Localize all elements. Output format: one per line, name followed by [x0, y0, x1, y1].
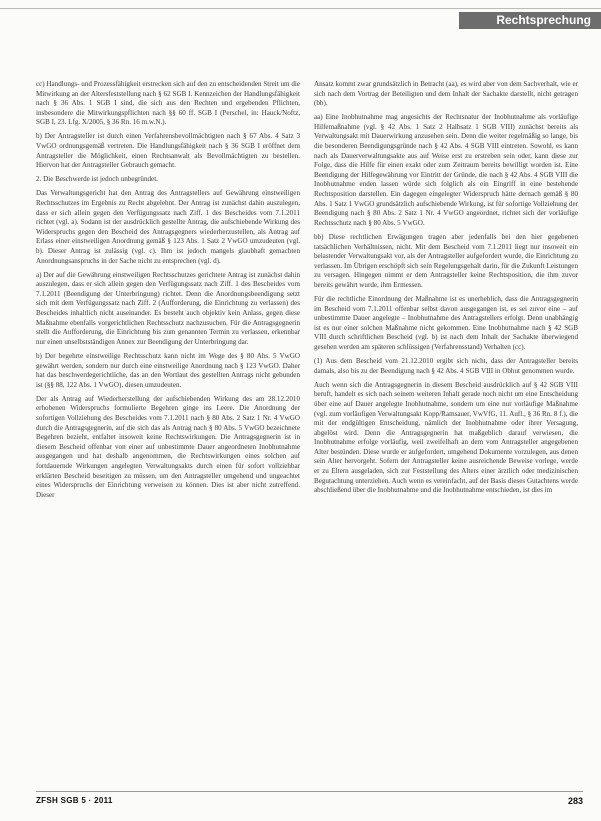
- paragraph: b) Der begehrte einstweilige Rechtsschutz kann nicht im Wege des § 80 Abs. 5 VwGO gewährt werden, sondern nur durch eine einstweilige Anordnung nach § 123 VwGO. Daher hat das beschwerdegerichtliche, das an den Wortlaut des gestellten Antrags nicht gebunden ist (§§ 88, 122 Abs. 1 VwGO), diesen umzudeuten.: [36, 351, 300, 389]
- left-column: [36, 80, 300, 505]
- paragraph: cc) Handlungs- und Prozessfähigkeit erstrecken sich auf den zu entscheidenden Streit um die Mitwirkung an der Altersfeststellung nach § 62 SGB I. Kennzeichen der Handlungsfähigkeit nach § 36 Abs. 1 SGB I sind, die sich aus den Rechten und ergebenden Pflichten, insbesondere die Mitwirkungspflichten nach §§ 60 ff. SGB I (Perschel, in: Hauck/Noftz, SGB I, 23. Lfg. X/2005, § 36 Rn. 16 m.w.N.).: [36, 80, 300, 127]
- right-column: [314, 80, 578, 500]
- journal-name: ZFSH SGB 5 · 2011: [36, 796, 113, 805]
- paragraph: a) Der auf die Gewährung einstweiligen Rechtsschutzes gerichtete Antrag ist zunächst dahin auszulegen, dass er sich allein gegen den Verfügungssatz nach Ziff. 1 des Bescheides vom 7.1.2011 (Beendigung der Unterbringung) richtet. Denn die Anordnungsbeendigung setzt sich mit dem Verfügungssatz nach Ziff. 2 (Aufforderung, die Einrichtung zu verlassen) des Bescheides inhaltlich nicht auseinander. Es besteht auch objektiv kein Anlass, gegen diese Maßnahme ebenfalls vorgerichtlichen Rechtsschutz nachzusuchen. Für die Antragsgegnerin stellt die Aufforderung, die Einrichtung bis zum genannten Termin zu verlassen, erkennbar nur einen unselbstständigen Annex zur Beendigung der Unterbringung dar.: [36, 270, 300, 346]
- paragraph: bb) Diese rechtlichen Erwägungen tragen aber jedenfalls bei den hier gegebenen tatsächlichen Verhältnissen, nicht. Mit dem Bescheid vom 7.1.2011 liegt nur insoweit ein belastender Verwaltungsakt vor, als der Antragsteller aufgefordert wurde, die Einrichtung zu verlassen. Im Übrigen erschöpft sich sein Regelungsgehalt darin, für die Zukunft Leistungen zu versagen. Hingegen nimmt er dem Antragsteller keine Rechtsposition, die ihm zuvor bereits gewährt wurde, ihm Ermessen.: [314, 232, 578, 289]
- paragraph: 2. Die Beschwerde ist jedoch unbegründet.: [36, 175, 158, 184]
- footer-rule: [36, 791, 583, 792]
- paragraph: aa) Eine Inobhutnahme mag angesichts der Rechtsnatur der Inobhutnahme als vorläufige Hilfemaßnahme (vgl. § 42 Abs. 1 Satz 2 Halbsatz 1 SGB VIII) zunächst bereits als Verwaltungsakt mit Dauerwirkung anzusehen sein. Denn die weiter regelmäßig so lange, bis die besonderen Beendigungsgründe nach § 42 Abs. 4 SGB VIII eintreten. Sowohl, es kann nach als Dauerverwaltungsakte aus auf Weise erst zu erstreben sein oder, kann diese zur Folge, dass die Hilfe für einen exakt oder zum Zeitraum bereits bewilligt worden ist. Eine Beendigung der Hilfegewährung vor Eintritt der Gründe, die nach § 42 Abs. 4 SGB VIII die Inobhutnahme enden lassen würde sich folglich als ein Eingriff in eine bestehende Rechtsposition darstellen. Ein dagegen eingelegter Widerspruch hätte dernach gemäß § 80 Abs. 1 Satz 1 VwGO grundsätzlich aufschiebende Wirkung, ist für sofortige Vollziehung der Beendigung nach § 80 Abs. 2 Satz 1 Nr. 4 VwGO angeordnet, richtet sich der vorläufige Rechtsschutz nach § 80 Abs. 5 VwGO.: [314, 113, 578, 227]
- paragraph: (1) Aus dem Bescheid vom 21.12.2010 ergibt sich nicht, dass der Antragsteller bereits damals, also bis zu der Beendigung nach § 42 Abs. 4 SGB VIII in Obhut genommen wurde.: [314, 357, 578, 375]
- paragraph: Der als Antrag auf Wiederherstellung der aufschiebenden Wirkung des am 28.12.2010 erhobenen Widerspruchs formulierte Begehren ginge ins Leere. Die Anordnung der sofortigen Vollziehung des Bescheides vom 7.1.2011 nach § 80 Abs. 2 Satz 1 Nr. 4 VwGO durch die Antragsgegnerin, auf die sich das als Antrag nach § 80 Abs. 5 VwGO bezeichnete Begehren bezieht, entfaltet insoweit keine Rechtswirkungen. Die Antragsgegnerin ist in diesem Bescheid offenbar von einer auf unbestimmte Dauer angeordneten Inobhutnahme ausgegangen und hat deshalb angenommen, die Rechtswirkungen eines solchen auf fortdauernde Wirkungen angelegten Verwaltungsakts durch einen für sofort vollziehbar erklärten Bescheid beseitigen zu müssen, um den Antragsteller umgehend und ungeachtet eines Widerspruchs der Einrichtung verweisen zu können. Dies ist aber nicht zutreffend. Dieser: [36, 394, 300, 499]
- paragraph: Auch wenn sich die Antragsgegnerin in diesem Bescheid ausdrücklich auf § 42 SGB VIII beruft, handelt es sich nach seinem weiteren Inhalt gerade noch nicht um eine Entscheidung über eine auf Dauer angelegte Inobhutnahme, sondern um eine nur vorläufige Maßnahme (vgl. zum vorläufigen Verwaltungsakt Kopp/Ramsauer, VwVfG, 11. Aufl., § 36 Rn. 8 f.), die mit der endgültigen Entscheidung, nämlich der Inobhutnahme oder ihrer Versagung, abgelöst wird. Denn die Antragsgegnerin hat maßgeblich darauf verwiesen, die Inobhutnahme erfolge vorläufig, weil zweifelhaft an dem vom Antragsteller angegebenen Alter bestünden. Diese wurde er aufgefordert, umgehend Dokumente vorzulegen, aus denen sein Alter hervorgeht. Sofern der Antragsteller keine ausreichende Beweise vorlege, werde er zu Eltern ausgeladen, sich zur Feststellung des Alters einer ärztlich oder medizinischen Begutachtung unterziehen. Auch wenn es vereinfacht, auf der Basis dieses Gutachtens werde abschließend über die Inobhutnahme und die Inobhutnahme entschieden, ist dies im: [314, 380, 578, 495]
- paragraph: Das Verwaltungsgericht hat den Antrag des Antragstellers auf Gewährung einstweiligen Rechtsschutzes im Ergebnis zu Recht abgelehnt. Der Antrag ist zunächst dahin auszulegen, dass er sich allein gegen den Verfügungssatz nach Ziff. 1 des Bescheides vom 7.1.2011 richtet (vgl. a). Sodann ist der ausdrücklich gestellte Antrag, die aufschiebende Wirkung des Widerspruchs gegen den Bescheid des Antragsgegners wiederherzustellen, als Antrag auf Erlass einer einstweiligen Anordnung gemäß § 123 Abs. 1 Satz 2 VwGO umzudeuten (vgl. b). Dieser Antrag ist zulässig (vgl. c). Ihm ist jedoch mangels glaubhaft gemachten Anordnungsanspruchs in der Sache nicht zu entsprechen (vgl. d).: [36, 189, 300, 265]
- paragraph: b) Der Antragsteller ist durch einen Verfahrensbevollmächtigten nach § 67 Abs. 4 Satz 3 VwGO ordnungsgemäß vertreten. Die Handlungsfähigkeit nach § 36 SGB I eröffnet dem Antragsteller die Möglichkeit, einen Rechtsanwalt als Bevollmächtigten zu bestellen. Hiervon hat der Antragsteller Gebrauch gemacht.: [36, 132, 300, 170]
- paragraph: Für die rechtliche Einordnung der Maßnahme ist es unerheblich, dass die Antragsgegnerin im Bescheid vom 7.1.2011 offenbar selbst davon ausgegangen ist, es sei zuvor eine – auf unbestimmte Dauer angelegte – Inobhutnahme des Antragstellers erfolgt. Denn unabhängig ist es nur einer solchen Maßnahme nicht gekommen. Eine Inobhutnahme nach § 42 SGB VIII durch schriftlichen Bescheid (vgl. b) ist nach dem Inhalt der Sachakte überwiegend gesehen werden am späteren schlüssigen (Verfahrensstand) Verhalten (cc).: [314, 294, 578, 351]
- paragraph: Ansatz kommt zwar grundsätzlich in Betracht (aa), es wird aber von dem Sachverhalt, wie er sich nach dem Vortrag der Beteiligten und dem Inhalt der Sachakte darstellt, nicht getragen (bb).: [314, 80, 578, 108]
- page-footer: [36, 796, 583, 808]
- page-number: 283: [567, 796, 583, 806]
- section-header: Rechtsprechung: [459, 12, 601, 29]
